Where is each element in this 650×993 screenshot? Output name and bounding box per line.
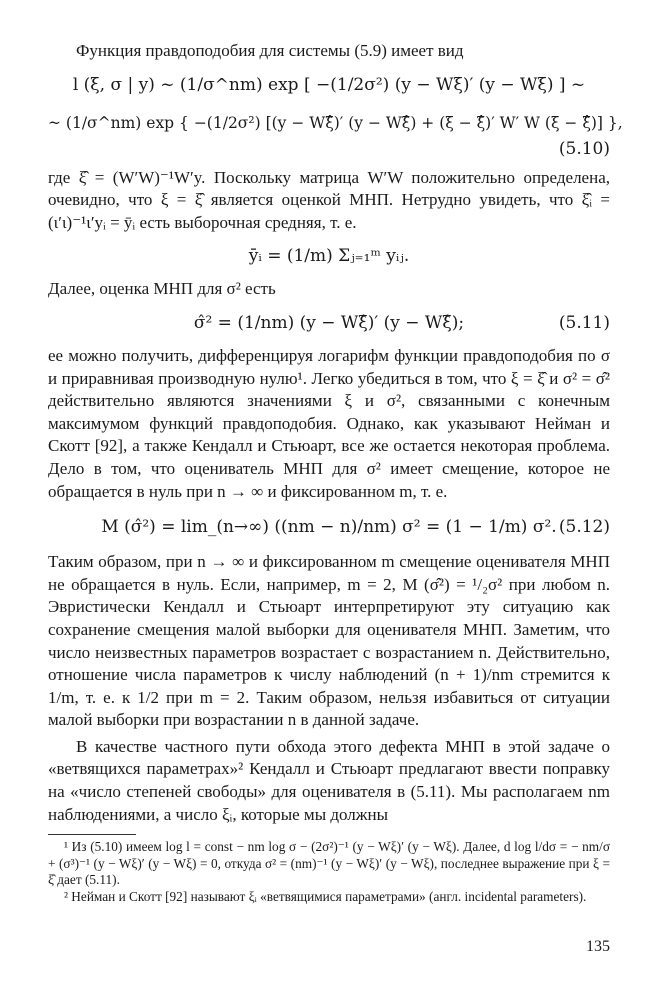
equation-number-5-12: (5.12) <box>558 517 610 538</box>
page-number: 135 <box>586 938 610 955</box>
footnote-separator <box>48 834 136 835</box>
paragraph-incidental-parameters: В качестве частного пути обхода этого дефекта МНП в этой задаче о «ветвящихся параметрах»² Кендалл и Стьюарт предлагают ввести поправку на «число степеней свободы» для оценивателя в (5.11). Мы располагаем nm наблюдениями, а число ξᵢ, которые мы должны <box>48 736 610 824</box>
equation-5-12-text: M (σ̂²) = lim_(n→∞) ((nm − n)/nm) σ² = (1 − 1/m) σ². <box>101 517 557 538</box>
equation-5-10-number-row <box>48 137 610 161</box>
equation-5-10-line-2-text: ~ (1/σ^nm) exp { −(1/2σ²) [(y − Wξ̂)′ (y − Wξ̂) + (ξ − ξ̂)′ W′ W (ξ − ξ̂)] }, <box>48 113 623 132</box>
footnote-1: ¹ Из (5.10) имеем log l = const − nm log σ − (2σ²)⁻¹ (y − Wξ)′ (y − Wξ). Далее, d log l/dσ = − nm/σ + (σ³)⁻¹ (y − Wξ)′ (y − Wξ) = 0, откуда σ² = (nm)⁻¹ (y − Wξ)′ (y − Wξ), последнее выражение при ξ = ξ̂ дает (5.11). <box>48 839 610 888</box>
equation-5-12 <box>48 515 610 539</box>
page-body <box>48 40 623 905</box>
paragraph-small-sample-bias: Таким образом, при n → ∞ и фиксированном m смещение оценивателя МНП не обращается в нуль. Если, например, m = 2, M (σ̂²) = ¹/₂σ² при любом n. Эвристически Кендалл и Стьюарт интерпретируют эту ситуацию как сохранение смещения малой выборки для оценивателя МНП. Заметим, что число неизвестных параметров возрастает с возрастанием n. Действительно, отношение числа параметров к числу наблюдений (n + 1)/nm стремится к 1/m, т. е. к 1/2 при m = 2. Таким образом, нельзя избавиться от ситуации малой выборки при возрастании n в данной задаче. <box>48 552 610 730</box>
equation-5-10-line-2 <box>48 111 623 135</box>
equation-5-11-text: σ̂² = (1/nm) (y − Wξ̂)′ (y − Wξ̂); <box>193 312 465 333</box>
equation-number-5-11: (5.11) <box>558 312 610 333</box>
footnote-2: ² Нейман и Скотт [92] называют ξᵢ «ветвящимися параметрами» (англ. incidental parameters). <box>64 888 587 904</box>
equation-sample-mean-text: ȳᵢ = (1/m) Σⱼ₌₁ᵐ yᵢⱼ. <box>248 246 410 267</box>
equation-5-11 <box>48 311 610 335</box>
paragraph-sigma-estimate-intro: Далее, оценка МНП для σ² есть <box>48 279 276 299</box>
paragraph-estimator-definition: где ξ̂ = (W′W)⁻¹W′y. Поскольку матрица W′W положительно определена, очевидно, что ξ = ξ̂ является оценкой МНП. Нетрудно увидеть, что ξ̂ᵢ = (ι′ι)⁻¹ι′yᵢ = ȳᵢ есть выборочная средняя, т. е. <box>48 167 610 232</box>
equation-sample-mean <box>48 244 610 268</box>
equation-number-5-10: (5.10) <box>558 138 610 159</box>
paragraph-likelihood-intro: Функция правдоподобия для системы (5.9) имеет вид <box>76 41 464 60</box>
equation-5-10-line-1-text: l (ξ, σ | y) ~ (1/σ^nm) exp [ −(1/2σ²) (y − Wξ)′ (y − Wξ) ] ~ <box>72 74 586 95</box>
equation-5-10-line-1 <box>48 73 610 97</box>
paragraph-bias-problem: ее можно получить, дифференцируя логарифм функции правдоподобия по σ и приравнивая производную нулю¹. Легко убедиться в том, что ξ = ξ̂ и σ² = σ̂² действительно являются значениями ξ и σ², связанными с конечным максимумом функций правдоподобия. Однако, как указывают Нейман и Скотт [92], а также Кендалл и Стьюарт, все же остается некоторая проблема. Дело в том, что оцениватель МНП для σ² имеет смещение, которое не обращается в нуль при n → ∞ и фиксированном m, т. е. <box>48 345 610 501</box>
